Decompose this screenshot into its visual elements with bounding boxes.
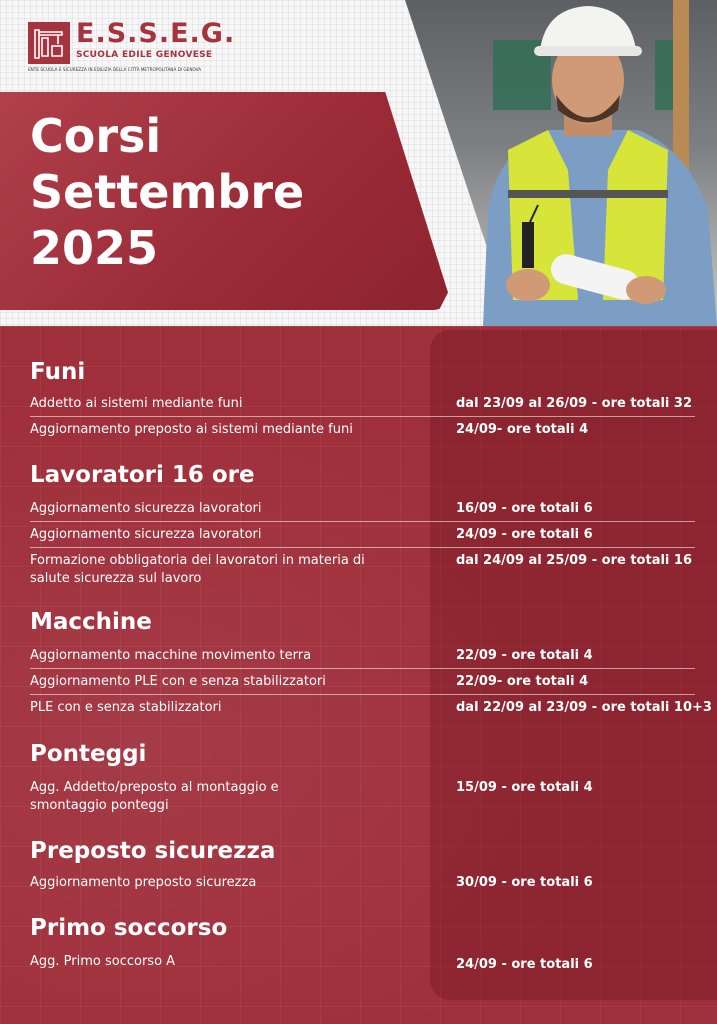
brand-title: E.S.S.E.G. bbox=[76, 18, 236, 49]
course-name: Agg. Primo soccorso A bbox=[30, 954, 176, 969]
page-title bbox=[30, 108, 304, 276]
course-name: Aggiornamento preposto sicurezza bbox=[30, 875, 257, 890]
course-name: Formazione obbligatoria dei lavoratori in materia di salute sicurezza sul lavoro bbox=[30, 553, 365, 586]
title-line: Corsi bbox=[30, 109, 162, 163]
section-title: Funi bbox=[30, 359, 86, 385]
course-date: 22/09- ore totali 4 bbox=[456, 674, 589, 689]
section-title: Primo soccorso bbox=[30, 915, 228, 941]
crane-logo-icon bbox=[28, 22, 70, 64]
course-date: 16/09 - ore totali 6 bbox=[456, 501, 593, 516]
course-date: dal 24/09 al 25/09 - ore totali 16 bbox=[456, 553, 692, 568]
logo bbox=[28, 18, 236, 72]
title-line: 2025 bbox=[30, 221, 159, 275]
course-name: Agg. Addetto/preposto al montaggio e smontaggio ponteggi bbox=[30, 780, 279, 813]
course-date: 30/09 - ore totali 6 bbox=[456, 875, 593, 890]
course-date: dal 23/09 al 26/09 - ore totali 32 bbox=[456, 396, 692, 411]
section-title: Lavoratori 16 ore bbox=[30, 462, 255, 488]
brand-subtitle: SCUOLA EDILE GENOVESE bbox=[76, 50, 213, 60]
section-title: Macchine bbox=[30, 609, 152, 635]
course-date: 24/09 - ore totali 6 bbox=[456, 957, 593, 972]
course-date: 15/09 - ore totali 4 bbox=[456, 780, 593, 795]
course-name: Aggiornamento macchine movimento terra bbox=[30, 648, 312, 663]
brand-tagline: ENTE SCUOLA E SICUREZZA IN EDILIZIA DELLA CITTÀ METROPOLITANA DI GENOVA bbox=[28, 67, 202, 72]
row-divider bbox=[30, 547, 695, 548]
course-name: Aggiornamento preposto ai sistemi mediante funi bbox=[30, 422, 353, 437]
course-name: PLE con e senza stabilizzatori bbox=[30, 700, 222, 715]
row-divider bbox=[30, 521, 695, 522]
course-name: Aggiornamento sicurezza lavoratori bbox=[30, 501, 262, 516]
course-date: 24/09 - ore totali 6 bbox=[456, 527, 593, 542]
row-divider bbox=[30, 694, 695, 695]
construction-worker-illustration bbox=[468, 0, 717, 326]
section-title: Ponteggi bbox=[30, 741, 147, 767]
section-title: Preposto sicurezza bbox=[30, 838, 276, 864]
course-date: dal 22/09 al 23/09 - ore totali 10+3 bbox=[456, 700, 712, 715]
course-name: Aggiornamento sicurezza lavoratori bbox=[30, 527, 262, 542]
title-line: Settembre bbox=[30, 165, 305, 219]
course-date: 22/09 - ore totali 4 bbox=[456, 648, 593, 663]
course-date: 24/09- ore totali 4 bbox=[456, 422, 589, 437]
course-name: Addetto ai sistemi mediante funi bbox=[30, 396, 243, 411]
row-divider bbox=[30, 416, 695, 417]
course-name: Aggiornamento PLE con e senza stabilizzatori bbox=[30, 674, 326, 689]
row-divider bbox=[30, 668, 695, 669]
